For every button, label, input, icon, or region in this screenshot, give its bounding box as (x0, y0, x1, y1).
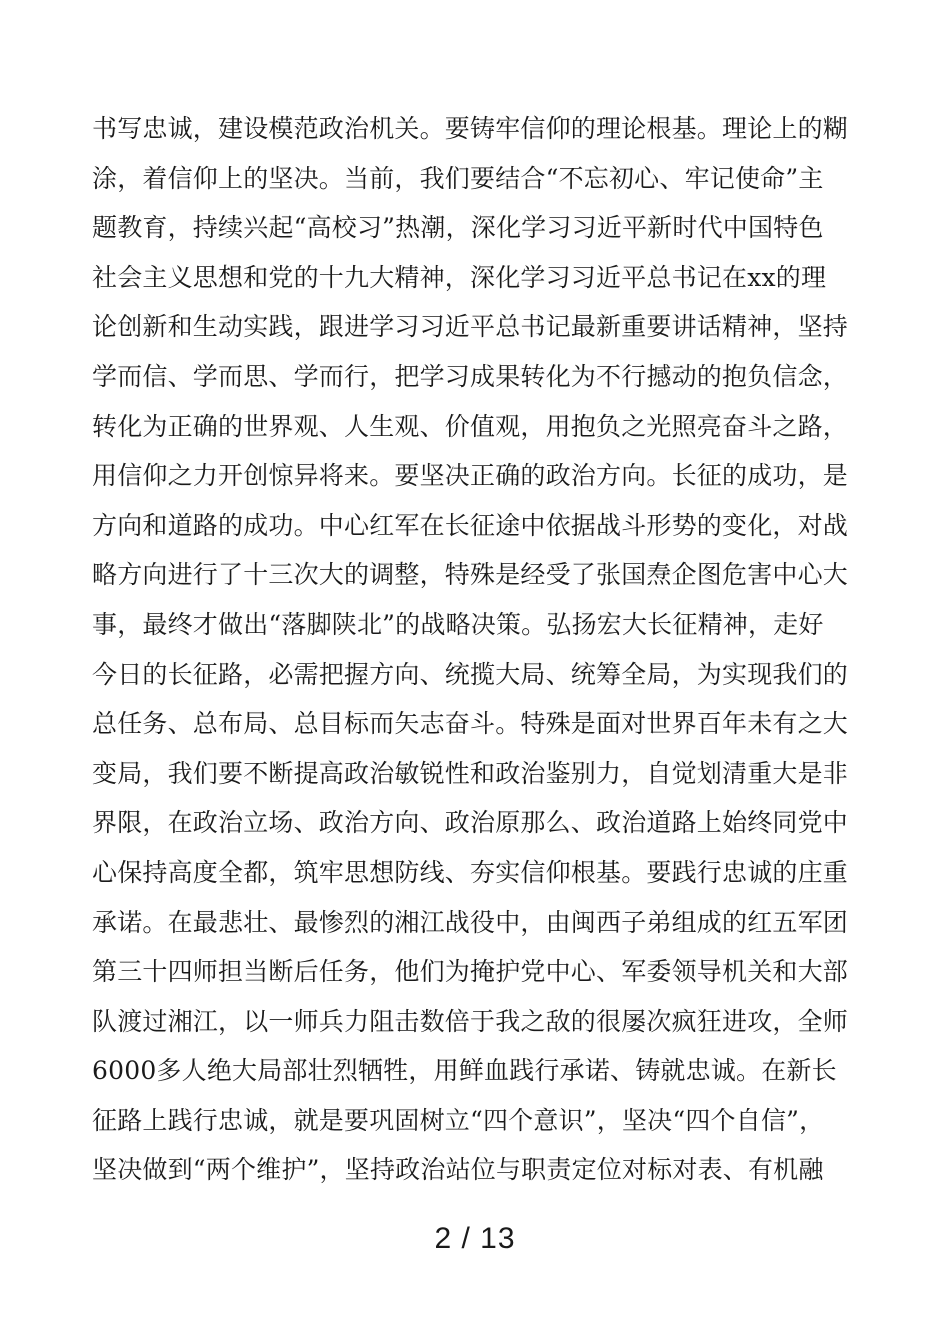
text-line: 征路上践行忠诚，就是要巩固树立“四个意识”，坚决“四个自信”， (92, 1105, 825, 1135)
text-line: 承诺。在最悲壮、最惨烈的湘江战役中，由闽西子弟组成的红五军团 (92, 907, 849, 937)
text-line: 转化为正确的世界观、人生观、价值观，用抱负之光照亮奋斗之路， (92, 411, 849, 441)
text-line: 心保持高度全都，筑牢思想防线、夯实信仰根基。要践行忠诚的庄重 (92, 857, 849, 887)
text-line: 学而信、学而思、学而行，把学习成果转化为不行撼动的抱负信念， (92, 361, 849, 391)
text-line: 变局，我们要不断提高政治敏锐性和政治鉴别力，自觉划清重大是非 (92, 758, 849, 788)
text-line: 涂，着信仰上的坚决。当前，我们要结合“不忘初心、牢记使命”主 (92, 163, 824, 193)
text-line: 略方向进行了十三次大的调整，特殊是经受了张国焘企图危害中心大 (92, 560, 849, 590)
page-number: 2 / 13 (434, 1222, 516, 1255)
text-line: 社会主义思想和党的十九大精神，深化学习习近平总书记在xx的理 (92, 262, 827, 292)
text-line: 第三十四师担当断后任务，他们为掩护党中心、军委领导机关和大部 (92, 957, 849, 987)
body-text (92, 104, 862, 1195)
text-line: 总任务、总布局、总目标而矢志奋斗。特殊是面对世界百年未有之大 (92, 709, 849, 739)
text-line: 今日的长征路，必需把握方向、统揽大局、统筹全局，为实现我们的 (92, 659, 849, 689)
text-line: 论创新和生动实践，跟进学习习近平总书记最新重要讲话精神，坚持 (92, 312, 849, 342)
text-line: 6000多人绝大局部壮烈牺牲，用鲜血践行承诺、铸就忠诚。在新长 (92, 1056, 837, 1086)
text-line: 队渡过湘江，以一师兵力阻击数倍于我之敌的很屡次疯狂进攻，全师 (92, 1006, 849, 1036)
text-line: 事，最终才做出“落脚陕北”的战略决策。弘扬宏大长征精神，走好 (92, 609, 824, 639)
text-line: 界限，在政治立场、政治方向、政治原那么、政治道路上始终同党中 (92, 808, 849, 838)
text-line: 用信仰之力开创惊异将来。要坚决正确的政治方向。长征的成功，是 (92, 461, 849, 491)
text-line: 方向和道路的成功。中心红军在长征途中依据战斗形势的变化，对战 (92, 510, 849, 540)
text-line: 书写忠诚，建设模范政治机关。要铸牢信仰的理论根基。理论上的糊 (92, 114, 849, 143)
text-line: 坚决做到“两个维护”，坚持政治站位与职责定位对标对表、有机融 (92, 1155, 824, 1185)
text-line: 题教育，持续兴起“高校习”热潮，深化学习习近平新时代中国特色 (92, 213, 824, 243)
